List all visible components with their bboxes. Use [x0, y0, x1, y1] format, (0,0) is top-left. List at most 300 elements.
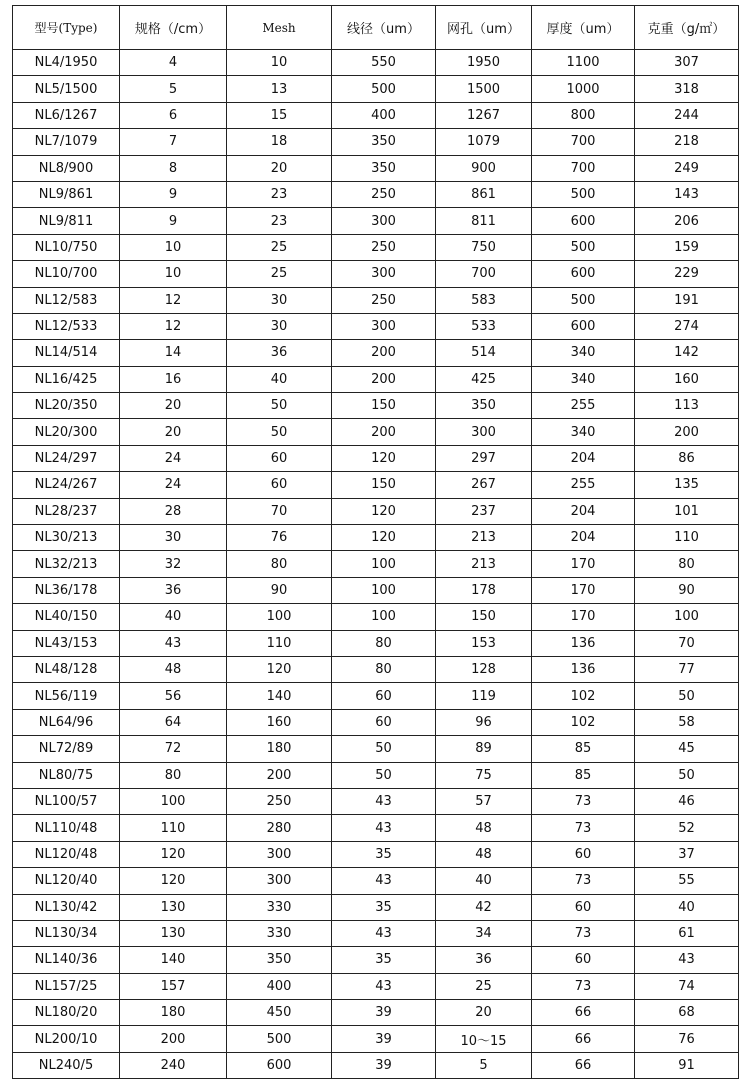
cell-wire-diameter: 43 — [332, 868, 436, 894]
cell-weight: 90 — [635, 577, 739, 603]
cell-aperture: 1267 — [436, 102, 532, 128]
cell-mesh: 200 — [227, 762, 332, 788]
cell-thickness: 700 — [532, 155, 635, 181]
table-row — [13, 1052, 739, 1078]
cell-wire-diameter: 250 — [332, 234, 436, 260]
cell-spec: 40 — [120, 604, 227, 630]
cell-type: NL28/237 — [13, 498, 120, 524]
table-row — [13, 973, 739, 999]
cell-thickness: 136 — [532, 630, 635, 656]
cell-aperture: 119 — [436, 683, 532, 709]
cell-type: NL200/10 — [13, 1026, 120, 1052]
cell-type: NL130/34 — [13, 920, 120, 946]
cell-thickness: 170 — [532, 551, 635, 577]
cell-thickness: 136 — [532, 656, 635, 682]
cell-spec: 120 — [120, 868, 227, 894]
cell-spec: 56 — [120, 683, 227, 709]
cell-mesh: 70 — [227, 498, 332, 524]
table-row — [13, 76, 739, 102]
cell-thickness: 255 — [532, 472, 635, 498]
cell-mesh: 18 — [227, 129, 332, 155]
cell-mesh: 23 — [227, 181, 332, 207]
cell-thickness: 1100 — [532, 50, 635, 76]
cell-weight: 45 — [635, 736, 739, 762]
cell-weight: 50 — [635, 762, 739, 788]
cell-aperture: 89 — [436, 736, 532, 762]
cell-spec: 10 — [120, 261, 227, 287]
cell-mesh: 120 — [227, 656, 332, 682]
cell-aperture: 57 — [436, 788, 532, 814]
table-row — [13, 1026, 739, 1052]
cell-aperture: 25 — [436, 973, 532, 999]
cell-type: NL30/213 — [13, 525, 120, 551]
cell-spec: 30 — [120, 525, 227, 551]
table-row — [13, 129, 739, 155]
cell-aperture: 514 — [436, 340, 532, 366]
cell-mesh: 100 — [227, 604, 332, 630]
table-row — [13, 234, 739, 260]
cell-type: NL8/900 — [13, 155, 120, 181]
cell-wire-diameter: 100 — [332, 551, 436, 577]
table-row — [13, 261, 739, 287]
cell-thickness: 255 — [532, 393, 635, 419]
cell-spec: 14 — [120, 340, 227, 366]
cell-mesh: 50 — [227, 419, 332, 445]
cell-aperture: 811 — [436, 208, 532, 234]
cell-type: NL140/36 — [13, 947, 120, 973]
cell-spec: 36 — [120, 577, 227, 603]
cell-thickness: 85 — [532, 736, 635, 762]
cell-mesh: 13 — [227, 76, 332, 102]
table-row — [13, 155, 739, 181]
cell-type: NL5/1500 — [13, 76, 120, 102]
cell-aperture: 75 — [436, 762, 532, 788]
cell-spec: 4 — [120, 50, 227, 76]
table-row — [13, 762, 739, 788]
cell-spec: 9 — [120, 208, 227, 234]
cell-aperture: 350 — [436, 393, 532, 419]
cell-aperture: 40 — [436, 868, 532, 894]
cell-weight: 40 — [635, 894, 739, 920]
cell-spec: 64 — [120, 709, 227, 735]
table-row — [13, 102, 739, 128]
cell-spec: 140 — [120, 947, 227, 973]
table-row — [13, 498, 739, 524]
cell-wire-diameter: 100 — [332, 577, 436, 603]
cell-aperture: 300 — [436, 419, 532, 445]
table-body — [13, 50, 739, 1079]
cell-aperture: 213 — [436, 551, 532, 577]
cell-thickness: 500 — [532, 234, 635, 260]
cell-aperture: 583 — [436, 287, 532, 313]
cell-weight: 46 — [635, 788, 739, 814]
table-row — [13, 551, 739, 577]
cell-thickness: 170 — [532, 577, 635, 603]
cell-type: NL7/1079 — [13, 129, 120, 155]
cell-weight: 135 — [635, 472, 739, 498]
cell-aperture: 178 — [436, 577, 532, 603]
cell-type: NL10/750 — [13, 234, 120, 260]
cell-type: NL24/267 — [13, 472, 120, 498]
cell-thickness: 340 — [532, 366, 635, 392]
table-row — [13, 472, 739, 498]
table-row — [13, 868, 739, 894]
cell-aperture: 20 — [436, 1000, 532, 1026]
cell-weight: 86 — [635, 445, 739, 471]
table-row — [13, 736, 739, 762]
cell-mesh: 160 — [227, 709, 332, 735]
cell-spec: 32 — [120, 551, 227, 577]
cell-weight: 159 — [635, 234, 739, 260]
cell-thickness: 102 — [532, 709, 635, 735]
table-row — [13, 577, 739, 603]
table-row — [13, 947, 739, 973]
cell-thickness: 600 — [532, 208, 635, 234]
cell-mesh: 15 — [227, 102, 332, 128]
cell-thickness: 73 — [532, 788, 635, 814]
cell-thickness: 204 — [532, 498, 635, 524]
cell-mesh: 30 — [227, 287, 332, 313]
table-row — [13, 683, 739, 709]
cell-weight: 274 — [635, 313, 739, 339]
cell-wire-diameter: 120 — [332, 498, 436, 524]
cell-type: NL120/40 — [13, 868, 120, 894]
cell-spec: 200 — [120, 1026, 227, 1052]
cell-wire-diameter: 43 — [332, 788, 436, 814]
cell-aperture: 213 — [436, 525, 532, 551]
cell-wire-diameter: 400 — [332, 102, 436, 128]
cell-aperture: 1079 — [436, 129, 532, 155]
cell-spec: 110 — [120, 815, 227, 841]
cell-spec: 7 — [120, 129, 227, 155]
cell-mesh: 80 — [227, 551, 332, 577]
cell-mesh: 40 — [227, 366, 332, 392]
cell-spec: 180 — [120, 1000, 227, 1026]
table-row — [13, 393, 739, 419]
cell-weight: 307 — [635, 50, 739, 76]
table-row — [13, 920, 739, 946]
cell-thickness: 60 — [532, 841, 635, 867]
cell-spec: 16 — [120, 366, 227, 392]
cell-wire-diameter: 39 — [332, 1052, 436, 1078]
cell-thickness: 73 — [532, 973, 635, 999]
cell-type: NL100/57 — [13, 788, 120, 814]
cell-mesh: 110 — [227, 630, 332, 656]
cell-thickness: 73 — [532, 868, 635, 894]
cell-wire-diameter: 300 — [332, 208, 436, 234]
cell-wire-diameter: 200 — [332, 340, 436, 366]
cell-type: NL48/128 — [13, 656, 120, 682]
cell-aperture: 700 — [436, 261, 532, 287]
cell-mesh: 330 — [227, 920, 332, 946]
cell-mesh: 76 — [227, 525, 332, 551]
cell-mesh: 180 — [227, 736, 332, 762]
cell-thickness: 500 — [532, 287, 635, 313]
cell-mesh: 10 — [227, 50, 332, 76]
cell-wire-diameter: 39 — [332, 1026, 436, 1052]
cell-type: NL180/20 — [13, 1000, 120, 1026]
cell-mesh: 280 — [227, 815, 332, 841]
cell-weight: 200 — [635, 419, 739, 445]
header-mesh: Mesh — [227, 6, 332, 50]
cell-weight: 55 — [635, 868, 739, 894]
cell-wire-diameter: 50 — [332, 762, 436, 788]
cell-thickness: 102 — [532, 683, 635, 709]
cell-weight: 43 — [635, 947, 739, 973]
cell-spec: 9 — [120, 181, 227, 207]
cell-aperture: 533 — [436, 313, 532, 339]
cell-weight: 143 — [635, 181, 739, 207]
cell-wire-diameter: 35 — [332, 947, 436, 973]
cell-weight: 77 — [635, 656, 739, 682]
cell-wire-diameter: 250 — [332, 181, 436, 207]
table-row — [13, 1000, 739, 1026]
table-row — [13, 419, 739, 445]
cell-spec: 24 — [120, 445, 227, 471]
cell-spec: 8 — [120, 155, 227, 181]
cell-type: NL24/297 — [13, 445, 120, 471]
header-weight: 克重（g/㎡） — [635, 6, 739, 50]
cell-wire-diameter: 300 — [332, 261, 436, 287]
cell-mesh: 450 — [227, 1000, 332, 1026]
cell-aperture: 36 — [436, 947, 532, 973]
cell-spec: 157 — [120, 973, 227, 999]
cell-type: NL157/25 — [13, 973, 120, 999]
cell-weight: 160 — [635, 366, 739, 392]
cell-wire-diameter: 350 — [332, 155, 436, 181]
cell-aperture: 237 — [436, 498, 532, 524]
cell-aperture: 48 — [436, 841, 532, 867]
cell-thickness: 85 — [532, 762, 635, 788]
cell-wire-diameter: 150 — [332, 472, 436, 498]
cell-type: NL4/1950 — [13, 50, 120, 76]
cell-thickness: 60 — [532, 894, 635, 920]
cell-spec: 12 — [120, 287, 227, 313]
table-row — [13, 445, 739, 471]
cell-thickness: 73 — [532, 815, 635, 841]
cell-wire-diameter: 39 — [332, 1000, 436, 1026]
cell-type: NL43/153 — [13, 630, 120, 656]
cell-thickness: 340 — [532, 340, 635, 366]
cell-weight: 58 — [635, 709, 739, 735]
cell-thickness: 340 — [532, 419, 635, 445]
cell-mesh: 90 — [227, 577, 332, 603]
cell-type: NL20/350 — [13, 393, 120, 419]
cell-spec: 6 — [120, 102, 227, 128]
cell-wire-diameter: 350 — [332, 129, 436, 155]
cell-type: NL36/178 — [13, 577, 120, 603]
table-row — [13, 894, 739, 920]
table-row — [13, 50, 739, 76]
spec-table — [12, 5, 739, 1079]
cell-aperture: 42 — [436, 894, 532, 920]
cell-thickness: 73 — [532, 920, 635, 946]
cell-weight: 101 — [635, 498, 739, 524]
cell-type: NL6/1267 — [13, 102, 120, 128]
cell-thickness: 60 — [532, 947, 635, 973]
cell-wire-diameter: 300 — [332, 313, 436, 339]
cell-mesh: 500 — [227, 1026, 332, 1052]
cell-mesh: 36 — [227, 340, 332, 366]
table-row — [13, 208, 739, 234]
cell-wire-diameter: 120 — [332, 525, 436, 551]
cell-type: NL130/42 — [13, 894, 120, 920]
cell-spec: 240 — [120, 1052, 227, 1078]
cell-weight: 142 — [635, 340, 739, 366]
cell-mesh: 300 — [227, 868, 332, 894]
cell-aperture: 297 — [436, 445, 532, 471]
cell-type: NL9/861 — [13, 181, 120, 207]
cell-aperture: 48 — [436, 815, 532, 841]
cell-type: NL240/5 — [13, 1052, 120, 1078]
cell-weight: 70 — [635, 630, 739, 656]
cell-type: NL72/89 — [13, 736, 120, 762]
cell-aperture: 153 — [436, 630, 532, 656]
cell-type: NL32/213 — [13, 551, 120, 577]
table-row — [13, 656, 739, 682]
cell-thickness: 204 — [532, 445, 635, 471]
cell-wire-diameter: 500 — [332, 76, 436, 102]
cell-aperture: 1500 — [436, 76, 532, 102]
cell-thickness: 170 — [532, 604, 635, 630]
cell-type: NL12/583 — [13, 287, 120, 313]
table-row — [13, 313, 739, 339]
table-row — [13, 815, 739, 841]
cell-wire-diameter: 200 — [332, 366, 436, 392]
cell-weight: 110 — [635, 525, 739, 551]
table-header — [13, 6, 739, 50]
header-spec: 规格（/cm） — [120, 6, 227, 50]
cell-type: NL9/811 — [13, 208, 120, 234]
cell-wire-diameter: 43 — [332, 920, 436, 946]
cell-spec: 100 — [120, 788, 227, 814]
header-row — [13, 6, 739, 50]
cell-spec: 20 — [120, 419, 227, 445]
cell-mesh: 350 — [227, 947, 332, 973]
cell-thickness: 800 — [532, 102, 635, 128]
cell-spec: 120 — [120, 841, 227, 867]
cell-wire-diameter: 60 — [332, 709, 436, 735]
cell-aperture: 34 — [436, 920, 532, 946]
cell-type: NL110/48 — [13, 815, 120, 841]
cell-wire-diameter: 35 — [332, 841, 436, 867]
cell-mesh: 50 — [227, 393, 332, 419]
cell-spec: 24 — [120, 472, 227, 498]
cell-weight: 218 — [635, 129, 739, 155]
cell-wire-diameter: 100 — [332, 604, 436, 630]
cell-spec: 12 — [120, 313, 227, 339]
cell-weight: 113 — [635, 393, 739, 419]
cell-weight: 244 — [635, 102, 739, 128]
cell-weight: 206 — [635, 208, 739, 234]
cell-weight: 50 — [635, 683, 739, 709]
table-row — [13, 709, 739, 735]
cell-thickness: 66 — [532, 1000, 635, 1026]
cell-spec: 28 — [120, 498, 227, 524]
cell-type: NL56/119 — [13, 683, 120, 709]
cell-type: NL20/300 — [13, 419, 120, 445]
cell-mesh: 140 — [227, 683, 332, 709]
cell-thickness: 500 — [532, 181, 635, 207]
cell-weight: 80 — [635, 551, 739, 577]
cell-mesh: 330 — [227, 894, 332, 920]
cell-thickness: 600 — [532, 313, 635, 339]
header-wire-diameter: 线径（um） — [332, 6, 436, 50]
table-row — [13, 181, 739, 207]
cell-wire-diameter: 35 — [332, 894, 436, 920]
cell-type: NL64/96 — [13, 709, 120, 735]
cell-mesh: 600 — [227, 1052, 332, 1078]
cell-thickness: 66 — [532, 1052, 635, 1078]
spec-table-container — [12, 5, 738, 1079]
cell-aperture: 861 — [436, 181, 532, 207]
cell-aperture: 425 — [436, 366, 532, 392]
cell-type: NL14/514 — [13, 340, 120, 366]
cell-type: NL80/75 — [13, 762, 120, 788]
cell-wire-diameter: 43 — [332, 973, 436, 999]
cell-weight: 37 — [635, 841, 739, 867]
cell-weight: 100 — [635, 604, 739, 630]
cell-wire-diameter: 200 — [332, 419, 436, 445]
cell-mesh: 20 — [227, 155, 332, 181]
cell-spec: 130 — [120, 920, 227, 946]
cell-weight: 249 — [635, 155, 739, 181]
header-type: 型号(Type) — [13, 6, 120, 50]
cell-mesh: 60 — [227, 472, 332, 498]
table-row — [13, 788, 739, 814]
cell-mesh: 23 — [227, 208, 332, 234]
cell-wire-diameter: 60 — [332, 683, 436, 709]
cell-type: NL10/700 — [13, 261, 120, 287]
cell-spec: 20 — [120, 393, 227, 419]
cell-spec: 72 — [120, 736, 227, 762]
cell-wire-diameter: 50 — [332, 736, 436, 762]
cell-weight: 91 — [635, 1052, 739, 1078]
cell-aperture: 128 — [436, 656, 532, 682]
cell-type: NL120/48 — [13, 841, 120, 867]
cell-thickness: 1000 — [532, 76, 635, 102]
cell-aperture: 150 — [436, 604, 532, 630]
cell-weight: 318 — [635, 76, 739, 102]
cell-aperture: 5 — [436, 1052, 532, 1078]
cell-thickness: 600 — [532, 261, 635, 287]
cell-weight: 68 — [635, 1000, 739, 1026]
cell-type: NL40/150 — [13, 604, 120, 630]
cell-mesh: 25 — [227, 234, 332, 260]
cell-wire-diameter: 80 — [332, 630, 436, 656]
table-row — [13, 841, 739, 867]
cell-spec: 130 — [120, 894, 227, 920]
cell-wire-diameter: 120 — [332, 445, 436, 471]
table-row — [13, 604, 739, 630]
cell-wire-diameter: 550 — [332, 50, 436, 76]
cell-weight: 74 — [635, 973, 739, 999]
cell-mesh: 250 — [227, 788, 332, 814]
table-row — [13, 630, 739, 656]
cell-weight: 61 — [635, 920, 739, 946]
table-row — [13, 340, 739, 366]
cell-spec: 10 — [120, 234, 227, 260]
cell-mesh: 30 — [227, 313, 332, 339]
cell-thickness: 204 — [532, 525, 635, 551]
cell-weight: 229 — [635, 261, 739, 287]
cell-weight: 52 — [635, 815, 739, 841]
cell-spec: 43 — [120, 630, 227, 656]
table-row — [13, 287, 739, 313]
cell-aperture: 750 — [436, 234, 532, 260]
cell-aperture: 267 — [436, 472, 532, 498]
cell-spec: 48 — [120, 656, 227, 682]
